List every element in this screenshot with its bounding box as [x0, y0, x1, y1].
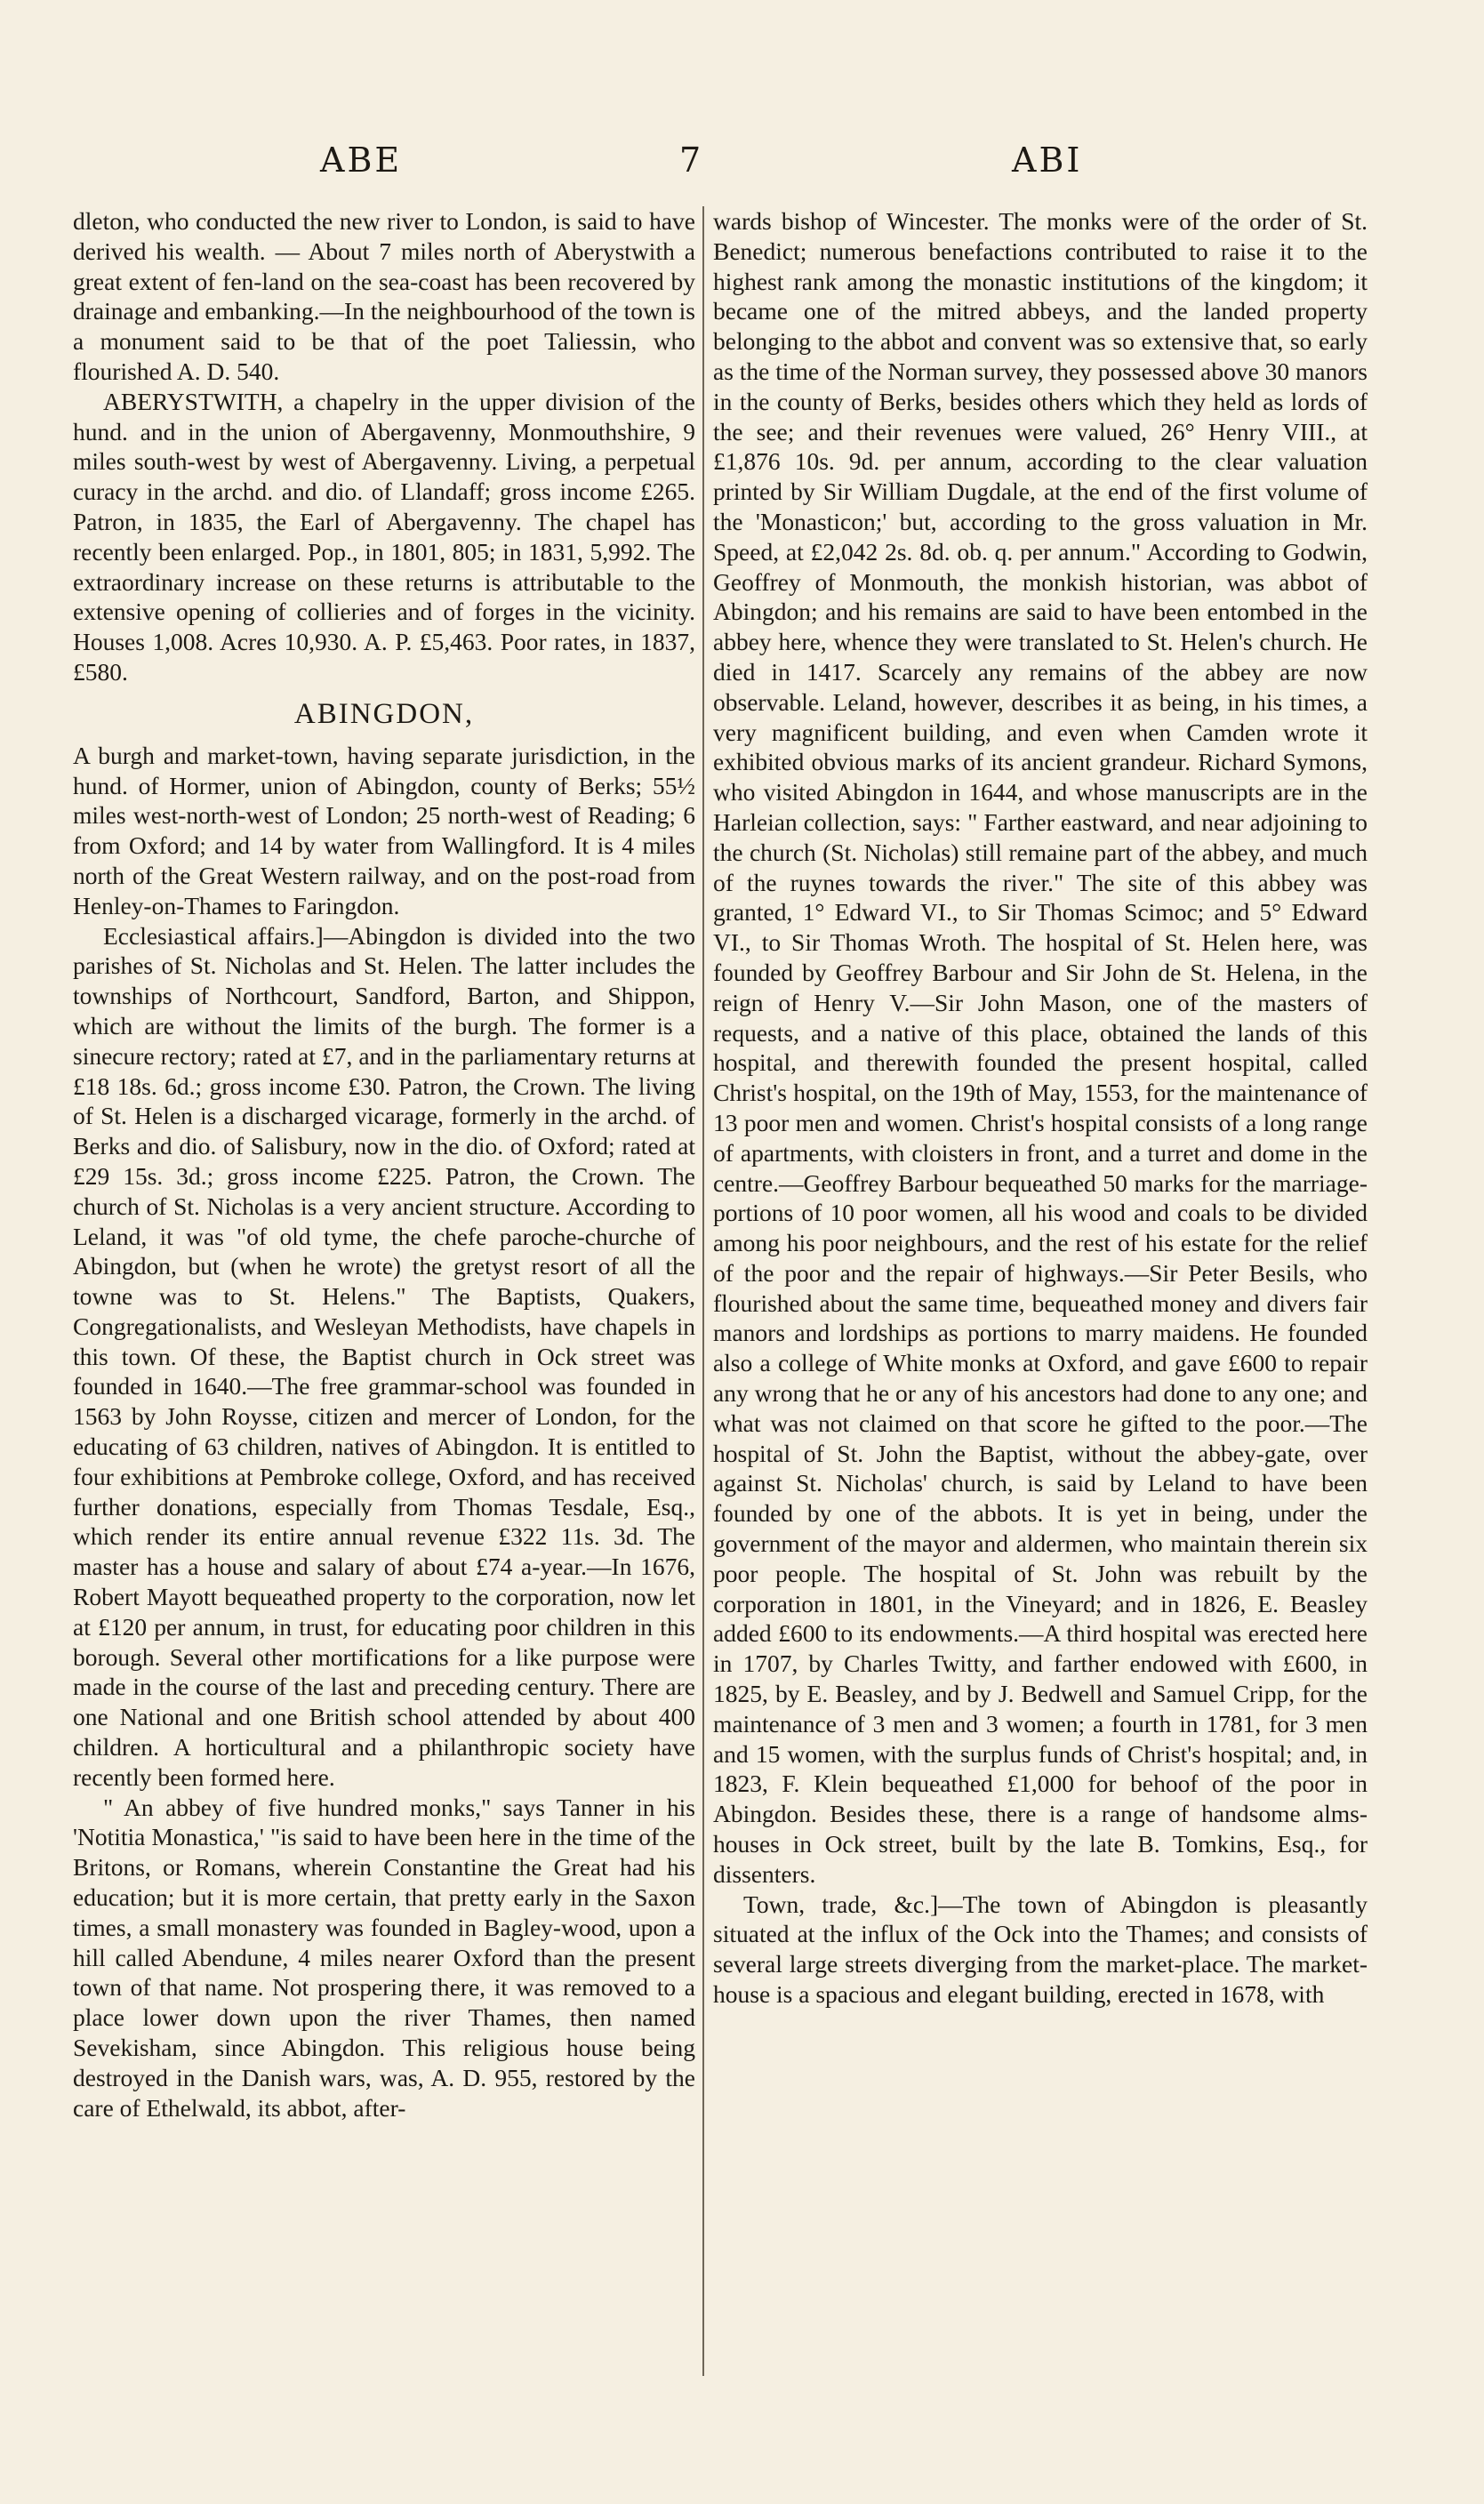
header-left-guideword: ABE [320, 140, 403, 180]
paragraph-abbey-history: " An abbey of five hundred monks," says Tanner in his 'Notitia Monastica,' "is said to have been here in the time of the Britons, or Romans, wherein Constantine the Great had his education; but it is more certain, that pretty early in the Saxon times, a small monastery was founded in Bagley-wood, upon a hill called Abendune, 4 miles nearer Oxford than the present town of that name. Not prospering there, it was removed to a place lower down upon the river Thames, then named Sevekisham, since Abingdon. This religious house being destroyed in the Danish wars, was, A. D. 955, restored by the care of Ethelwald, its abbot, after- [73, 1793, 695, 2122]
paragraph-abingdon-intro: A burgh and market-town, having separate jurisdiction, in the hund. of Hormer, union of Abingdon, county of Berks; 55½ miles west-north-west of London; 25 north-west of Reading; 6 from Oxford; and 14 by water from Wallingford. It is 4 miles north of the Great Western railway, and on the post-road from Henley-on-Thames to Faringdon. [73, 741, 695, 919]
paragraph-abbey-continued: wards bishop of Wincester. The monks were of the order of St. Benedict; numerous benefactions contributed to raise it to the highest rank among the monastic institutions of the kingdom; it became one of the mitred abbeys, and the landed property belonging to the abbot and convent was so extensive that, so early as the time of the Norman survey, they possessed above 30 manors in the county of Berks, besides others which they held as lords of the see; and their revenues were valued, 26° Henry VIII., at £1,876 10s. 9d. per annum, according to the clear valuation printed by Sir William Dugdale, at the end of the first volume of the 'Monasticon;' but, according to the gross valuation in Mr. Speed, at £2,042 2s. 8d. ob. q. per annum." According to Godwin, Geoffrey of Monmouth, the monkish historian, was abbot of Abingdon; and his remains are said to have been entombed in the abbey here, whence they were translated to St. Helen's church. He died in 1417. Scarcely any remains of the abbey are now observable. Leland, however, describes it as being, in his times, a very magnificent building, and even when Camden wrote it exhibited obvious marks of its ancient grandeur. Richard Symons, who visited Abingdon in 1644, and whose manuscripts are in the Harleian collection, says: " Farther eastward, and near adjoining to the church (St. Nicholas) still remaine part of the abbey, and much of the ruynes towards the river." The site of this abbey was granted, 1° Edward VI., to Sir Thomas Scimoc; and 5° Edward VI., to Sir Thomas Wroth. The hospital of St. Helen here, was founded by Geoffrey Barbour and Sir John de St. Helena, in the reign of Henry V.—Sir John Mason, one of the masters of requests, and a native of this place, obtained the lands of this hospital, and therewith founded the present hospital, called Christ's hospital, on the 19th of May, 1553, for the maintenance of 13 poor men and women. Christ's hospital consists of a long range of apartments, with cloisters in front, and a turret and dome in the centre.—Geoffrey Barbour bequeathed 50 marks for the marriage-portions of 10 poor women, all his wood and coals to be divided among his poor neighbours, and the rest of his estate for the relief of the poor and the repair of highways.—Sir Peter Besils, who flourished about the same time, bequeathed money and divers fair manors and lordships as portions to marry maidens. He founded also a college of White monks at Oxford, and gave £600 to repair any wrong that he or any of his ancestors had done to any one; and what was not claimed on that score he gifted to the poor.—The hospital of St. John the Baptist, without the abbey-gate, over against St. Nicholas' church, is said by Leland to have been founded by one of the abbots. It is yet in being, under the government of the mayor and aldermen, who maintain therein six poor people. The hospital of St. John was rebuilt by the corporation in 1801, in the Vineyard; and in 1826, E. Beasley added £600 to its endowments.—A third hospital was erected here in 1707, by Charles Twitty, and farther endowed with £600, in 1825, by E. Beasley, and by J. Bedwell and Samuel Cripp, for the maintenance of 3 men and 3 women; a fourth in 1781, for 3 men and 15 women, with the surplus funds of Christ's hospital; and, in 1823, F. Klein bequeathed £1,000 for behoof of the poor in Abingdon. Besides these, there is a range of handsome alms-houses in Ock street, built by the late B. Tomkins, Esq., for dissenters. [713, 207, 1368, 1888]
paragraph-ecclesiastical-affairs: Ecclesiastical affairs.]—Abingdon is divided into the two parishes of St. Nicholas and St. Helen. The latter includes the townships of Northcourt, Sandford, Barton, and Shippon, which are without the limits of the burgh. The former is a sinecure rectory; rated at £7, and in the parliamentary returns at £18 18s. 6d.; gross income £30. Patron, the Crown. The living of St. Helen is a discharged vicarage, formerly in the archd. of Berks and dio. of Salisbury, now in the dio. of Oxford; rated at £29 15s. 3d.; gross income £225. Patron, the Crown. The church of St. Nicholas is a very ancient structure. According to Leland, it was "of old tyme, the chefe paroche-churche of Abingdon, but (when he wrote) the gretyst resort of all the towne was to St. Helens." The Baptists, Quakers, Congregationalists, and Wesleyan Methodists, have chapels in this town. Of these, the Baptist church in Ock street was founded in 1640.—The free grammar-school was founded in 1563 by John Roysse, citizen and mercer of London, for the educating of 63 children, natives of Abingdon. It is entitled to four exhibitions at Pembroke college, Oxford, and has received further donations, especially from Thomas Tesdale, Esq., which render its entire annual revenue £322 11s. 3d. The master has a house and salary of about £74 a-year.—In 1676, Robert Mayott bequeathed property to the corporation, now let at £120 per annum, in trust, for educating poor children in this borough. Several other mortifications for a like purpose were made in the course of the last and preceding century. There are one National and one British school attended by about 400 children. A horticultural and a philanthropic society have recently been formed here. [73, 921, 695, 1791]
paragraph-aberystwith-chapelry: ABERYSTWITH, a chapelry in the upper division of the hund. and in the union of Abergavenny, Monmouthshire, 9 miles south-west by west of Abergavenny. Living, a perpetual curacy in the archd. and dio. of Llandaff; gross income £265. Patron, in 1835, the Earl of Abergavenny. The chapel has recently been enlarged. Pop., in 1801, 805; in 1831, 5,992. The extraordinary increase on these returns is attributable to the extensive opening of collieries and of forges in the vicinity. Houses 1,008. Acres 10,930. A. P. £5,463. Poor rates, in 1837, £580. [73, 387, 695, 686]
column-divider [702, 206, 704, 2376]
header-right-guideword: ABI [1012, 140, 1083, 180]
left-column [73, 206, 695, 2123]
entry-title-abingdon: ABINGDON, [293, 697, 475, 730]
right-column [713, 206, 1368, 2010]
running-header [0, 140, 1484, 185]
paragraph-town-trade: Town, trade, &c.]—The town of Abingdon is pleasantly situated at the influx of the Ock into the Thames; and consists of several large streets diverging from the market-place. The market-house is a spacious and elegant building, erected in 1678, with [713, 1890, 1368, 2009]
page-number: 7 [679, 140, 704, 180]
paragraph-aberystwith-end: dleton, who conducted the new river to London, is said to have derived his wealth. — About 7 miles north of Aberystwith a great extent of fen-land on the sea-coast has been recovered by drainage and embanking.—In the neighbourhood of the town is a monument said to be that of the poet Taliessin, who flourished A. D. 540. [73, 207, 695, 385]
